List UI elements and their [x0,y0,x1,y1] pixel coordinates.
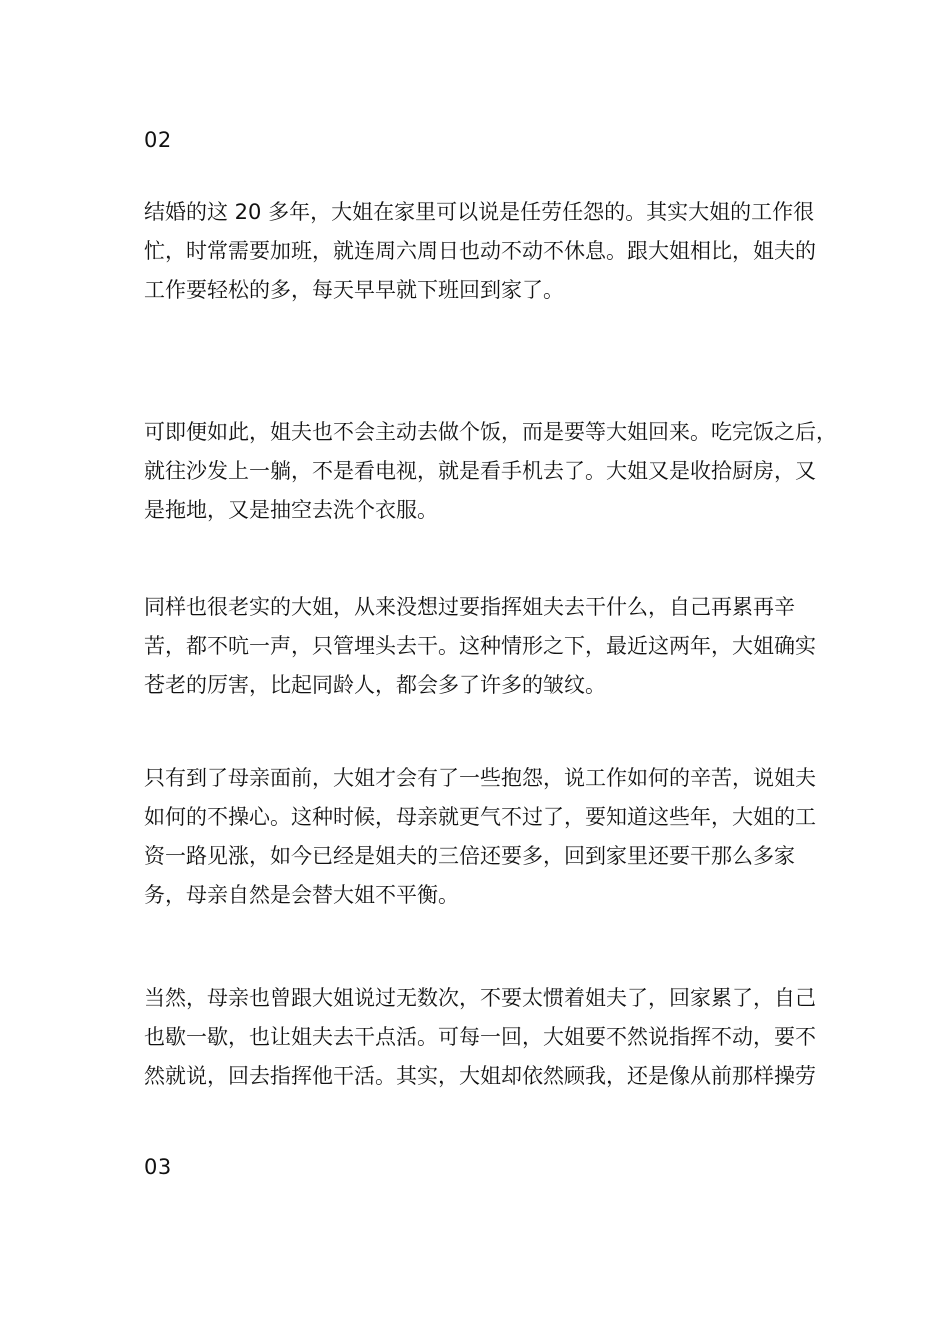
paragraph-line: 忙，时常需要加班，就连周六周日也动不动不休息。跟大姐相比，姐夫的 [144,239,816,263]
section-number-03: 03 [144,1155,172,1179]
paragraph-line: 资一路见涨，如今已经是姐夫的三倍还要多，回到家里还要干那么多家 [144,844,795,868]
paragraph-line: 只有到了母亲面前，大姐才会有了一些抱怨，说工作如何的辛苦，说姐夫 [144,766,816,790]
paragraph-line: 然就说，回去指挥他干活。其实，大姐却依然顾我，还是像从前那样操劳 [144,1064,816,1088]
paragraph-2 [144,413,837,530]
paragraph-line: 苍老的厉害，比起同龄人，都会多了许多的皱纹。 [144,673,606,697]
paragraph-line: 苦，都不吭一声，只管埋头去干。这种情形之下，最近这两年，大姐确实 [144,634,816,658]
paragraph-line: 就往沙发上一躺，不是看电视，就是看手机去了。大姐又是收拾厨房，又 [144,459,816,483]
paragraph-4 [144,759,816,915]
paragraph-line: 是拖地，又是抽空去洗个衣服。 [144,498,438,522]
paragraph-line: 可即便如此，姐夫也不会主动去做个饭，而是要等大姐回来。吃完饭之后， [144,420,837,444]
paragraph-5 [144,979,816,1096]
paragraph-1 [144,193,816,310]
paragraph-line: 当然，母亲也曾跟大姐说过无数次，不要太惯着姐夫了，回家累了，自己 [144,986,816,1010]
paragraph-line: 如何的不操心。这种时候，母亲就更气不过了，要知道这些年，大姐的工 [144,805,816,829]
paragraph-line: 工作要轻松的多，每天早早就下班回到家了。 [144,278,564,302]
paragraph-3 [144,588,816,705]
paragraph-line: 务，母亲自然是会替大姐不平衡。 [144,883,459,907]
paragraph-line: 同样也很老实的大姐，从来没想过要指挥姐夫去干什么，自己再累再辛 [144,595,795,619]
paragraph-line: 也歇一歇，也让姐夫去干点活。可每一回，大姐要不然说指挥不动，要不 [144,1025,816,1049]
section-number-02: 02 [144,128,172,152]
paragraph-line: 结婚的这 20 多年，大姐在家里可以说是任劳任怨的。其实大姐的工作很 [144,200,815,224]
